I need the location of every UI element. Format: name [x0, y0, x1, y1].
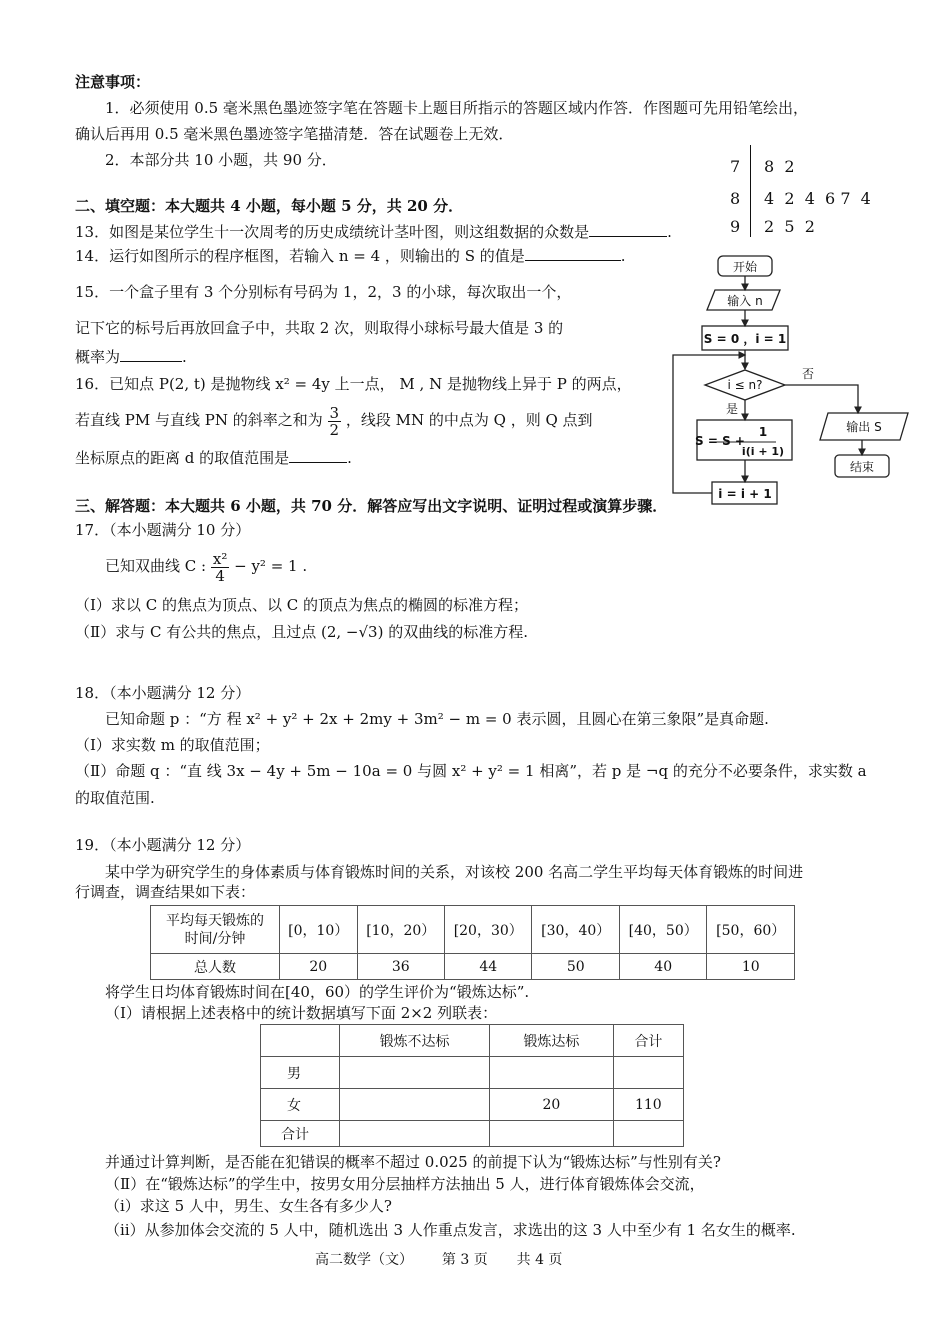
program-flowchart — [668, 250, 930, 512]
stem-7: 7 — [730, 157, 741, 176]
q18-part1: （Ⅰ）求实数 m 的取值范围； — [75, 736, 270, 754]
stem-9: 9 — [730, 217, 741, 236]
q19-judge: 并通过计算判断，是否能在犯错误的概率不超过 0.025 的前提下认为“锻炼达标”与性别有关? — [105, 1153, 721, 1171]
q17-part2: （Ⅱ）求与 C 有公共的焦点，且过点 (2, −√3) 的双曲线的标准方程. — [75, 623, 528, 641]
table2-cell: 20 — [490, 1089, 614, 1121]
table1-count: 44 — [445, 954, 532, 980]
q14: 14．运行如图所示的程序框图，若输入 n = 4 ，则输出的 S 的值是 . — [75, 247, 626, 265]
table1-interval: [40，50） — [619, 906, 706, 954]
q16-line3: 坐标原点的距离 d 的取值范围是 . — [75, 449, 352, 467]
table2-cell — [340, 1121, 490, 1147]
q19-standard: 将学生日均体育锻炼时间在[40，60）的学生评价为“锻炼达标”. — [105, 983, 530, 1001]
q19-part2-ii: （ⅱ）从参加体会交流的 5 人中，随机选出 3 人作重点发言，求选出的这 3 人中至少有 1 名女生的概率. — [105, 1221, 796, 1239]
table2-row-label: 合计 — [261, 1121, 340, 1147]
q15-line2: 记下它的标号后再放回盒子中，共取 2 次，则取得小球标号最大值是 3 的 — [75, 319, 564, 337]
q18-part2: （Ⅱ）命题 q ：“直 线 3x − 4y + 5m − 10a = 0 与圆 x² + y² = 1 相离”，若 p 是 ¬q 的充分不必要条件，求实数 a — [75, 762, 867, 780]
leaves-9: 2 5 2 — [764, 217, 815, 236]
q17-given: 已知双曲线 C : $\frac{\text{x²}}{4}$ − y² = 1 . — [105, 549, 308, 585]
table1-count: 10 — [707, 954, 795, 980]
table2-row-label: 男 — [261, 1057, 340, 1089]
stem-8: 8 — [730, 189, 741, 208]
flow-update-den: i(i + 1) — [741, 445, 785, 458]
flow-update-label: S = S + — [695, 434, 745, 448]
q19-intro: 某中学为研究学生的身体素质与体育锻炼时间的关系，对该校 200 名高二学生平均每天体育锻炼的时间进 — [105, 863, 804, 881]
footer-page: 第 3 页 — [441, 1252, 488, 1268]
q19-part1: （Ⅰ）请根据上述表格中的统计数据填写下面 2×2 列联表： — [105, 1004, 498, 1022]
flow-start-label: 开始 — [732, 260, 758, 274]
flow-no-label: 否 — [801, 367, 815, 381]
table2-cell — [613, 1057, 683, 1089]
q16-fraction-num: 3 — [329, 403, 340, 422]
q19-intro-cont: 行调查，调查结果如下表： — [75, 883, 256, 901]
flow-end-label: 结束 — [849, 460, 875, 474]
section2-title: 二、填空题：本大题共 4 小题，每小题 5 分，共 20 分． — [75, 197, 464, 215]
table1-interval: [30，40） — [532, 906, 619, 954]
exercise-time-table — [150, 905, 795, 980]
q17-fraction-num: x² — [212, 549, 228, 568]
q15-line3: 概率为 . — [75, 348, 187, 366]
flow-cond-label: i ≤ n? — [727, 378, 763, 392]
table2-col-header: 合计 — [613, 1025, 683, 1057]
q18-header: 18．（本小题满分 12 分） — [75, 684, 251, 702]
table2-cell — [613, 1121, 683, 1147]
flow-init-label: S = 0 ，i = 1 — [703, 332, 787, 346]
table1-interval: [20，30） — [445, 906, 532, 954]
table1-row-label: 总人数 — [151, 954, 280, 980]
table1-header-cell: 平均每天锻炼的 时间/分钟 — [151, 906, 280, 954]
page-footer — [315, 1250, 562, 1270]
table2-row-label: 女 — [261, 1089, 340, 1121]
footer-total: 共 4 页 — [516, 1252, 563, 1268]
q16-line1: 16．已知点 P(2, t) 是抛物线 x² = 4y 上一点， M , N 是抛物线上异于 P 的两点， — [75, 375, 632, 393]
q15-line1: 15．一个盒子里有 3 个分别标有号码为 1，2，3 的小球，每次取出一个， — [75, 283, 572, 301]
q17-fraction-den: 4 — [215, 566, 225, 585]
section3-title: 三、解答题：本大题共 6 小题，共 70 分．解答应写出文字说明、证明过程或演算步骤． — [75, 497, 668, 515]
q17-part1: （Ⅰ）求以 C 的焦点为顶点、以 C 的顶点为焦点的椭圆的标准方程； — [75, 596, 528, 614]
flow-output-label: 输出 S — [846, 420, 882, 434]
flow-incr-label: i = i + 1 — [718, 487, 772, 501]
notice-item-2: 2．本部分共 10 小题，共 90 分． — [105, 151, 337, 169]
table2-cell — [340, 1089, 490, 1121]
flow-update-num: 1 — [758, 425, 768, 439]
table1-interval: [0，10） — [280, 906, 358, 954]
table2-corner — [261, 1025, 340, 1057]
q18-given: 已知命题 p ：“方 程 x² + y² + 2x + 2my + 3m² − m = 0 表示圆，且圆心在第三象限”是真命题. — [105, 710, 769, 728]
q19-part2-i: （ⅰ）求这 5 人中，男生、女生各有多少人? — [105, 1197, 392, 1215]
q16-line2: 若直线 PM 与直线 PN 的斜率之和为 $\frac{3}{2}$ ，线段 MN 的中点为 Q ，则 Q 点到 — [75, 403, 593, 439]
leaves-7: 8 2 — [764, 157, 795, 176]
leaves-8: 4 2 4 6 7 4 — [764, 189, 871, 208]
notice-item-1: 1．必须使用 0.5 毫米黑色墨迹签字笔在答题卡上题目所指示的答题区域内作答．作图题可先用铅笔绘出， — [105, 99, 808, 117]
notice-item-1-cont: 确认后再用 0.5 毫米黑色墨迹签字笔描清楚．答在试题卷上无效． — [75, 125, 514, 143]
table1-count: 40 — [619, 954, 706, 980]
table1-count: 50 — [532, 954, 619, 980]
notice-title: 注意事项： — [75, 73, 151, 91]
q16-fraction-den: 2 — [329, 420, 340, 439]
footer-subject: 高二数学（文） — [315, 1252, 413, 1268]
table1-count: 36 — [357, 954, 444, 980]
table1-interval: [10，20） — [357, 906, 444, 954]
contingency-table — [260, 1024, 684, 1147]
table2-cell — [340, 1057, 490, 1089]
table2-cell — [490, 1057, 614, 1089]
flow-input-label: 输入 n — [727, 294, 763, 308]
q13: 13．如图是某位学生十一次周考的历史成绩统计茎叶图，则这组数据的众数是 . — [75, 223, 672, 241]
table2-cell: 110 — [613, 1089, 683, 1121]
table2-cell — [490, 1121, 614, 1147]
table2-col-header: 锻炼达标 — [490, 1025, 614, 1057]
table1-interval: [50，60） — [707, 906, 795, 954]
flow-yes-label: 是 — [725, 402, 739, 416]
q19-header: 19．（本小题满分 12 分） — [75, 836, 251, 854]
q18-part2-cont: 的取值范围. — [75, 789, 155, 807]
table2-col-header: 锻炼不达标 — [340, 1025, 490, 1057]
table1-count: 20 — [280, 954, 358, 980]
q17-header: 17．（本小题满分 10 分） — [75, 521, 251, 539]
q19-part2: （Ⅱ）在“锻炼达标”的学生中，按男女用分层抽样方法抽出 5 人，进行体育锻炼体会交流， — [105, 1175, 705, 1193]
